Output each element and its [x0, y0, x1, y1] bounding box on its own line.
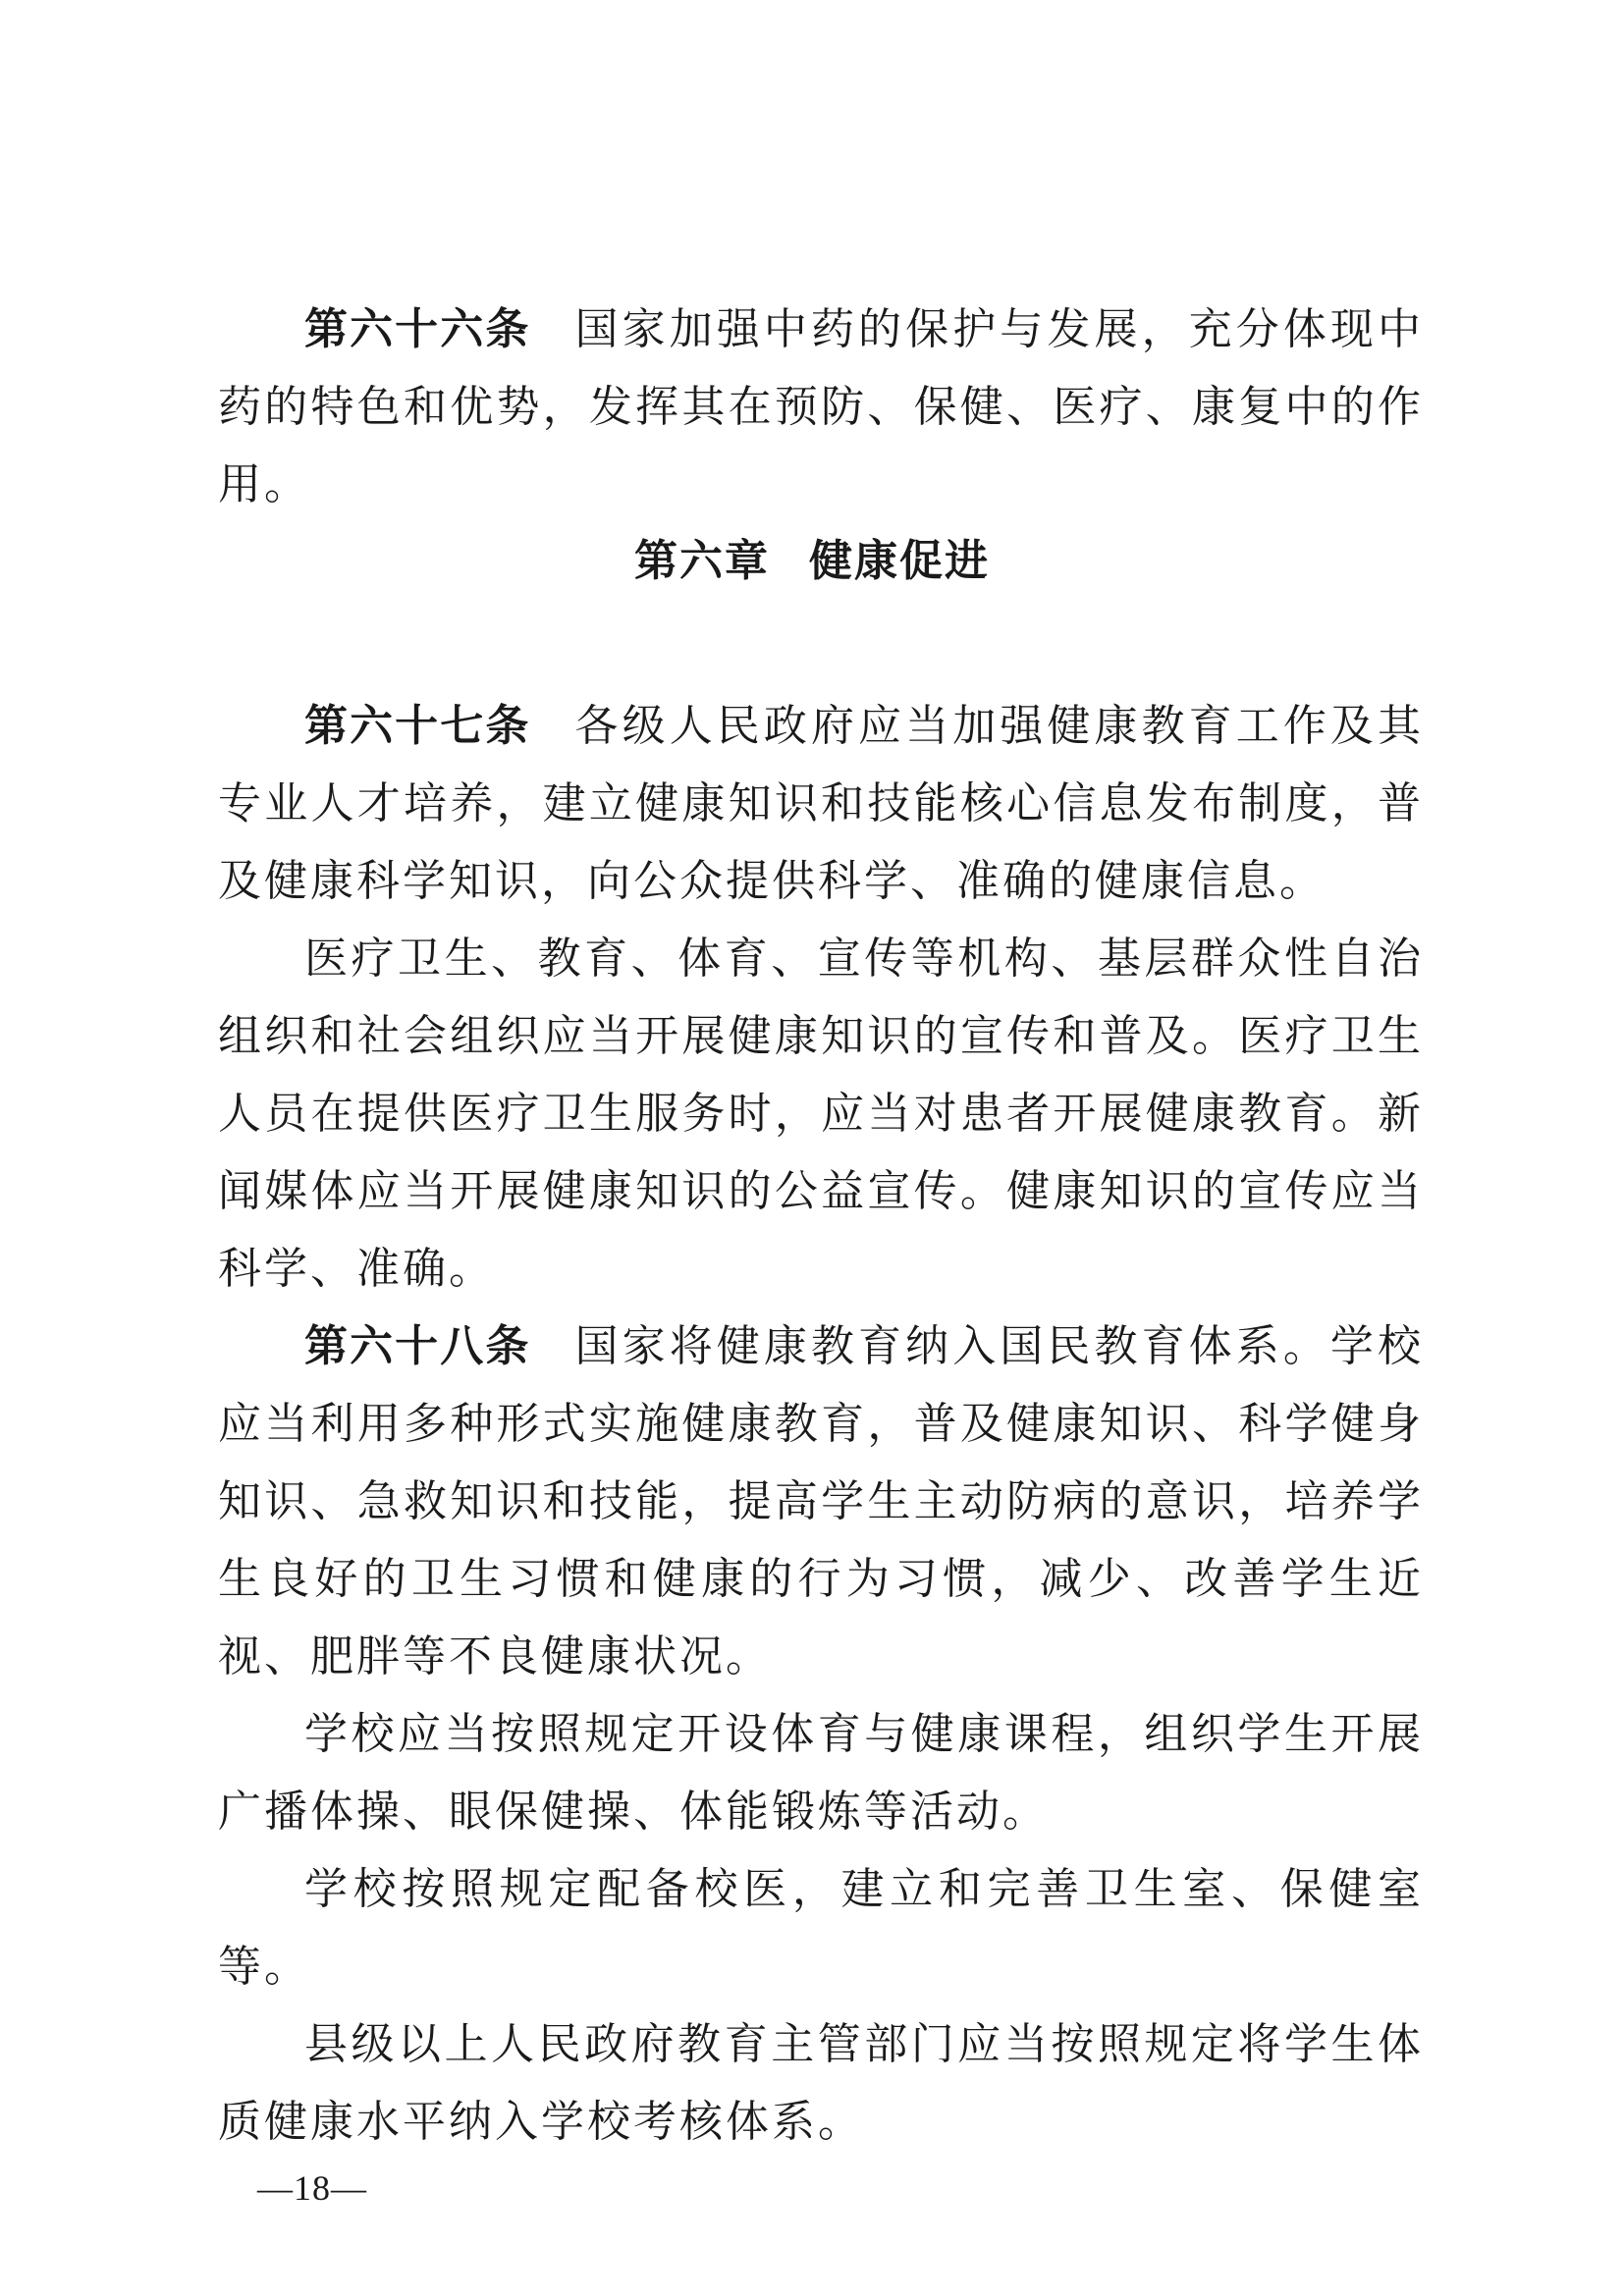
article-66-block: [218, 291, 1424, 523]
article-67-text: 各级人民政府应当加强健康教育工作及其专业人才培养，建立健康知识和技能核心信息发布制度，普及健康科学知识，向公众提供科学、准确的健康信息。: [218, 701, 1425, 906]
article-66-label: 第六十六条: [304, 304, 531, 354]
chapter-heading: [0, 525, 1624, 588]
article-66-text: 国家加强中药的保护与发展，充分体现中药的特色和优势，发挥其在预防、保健、医疗、康复中的作用。: [218, 304, 1425, 509]
article-68-label: 第六十八条: [304, 1321, 531, 1371]
article-66-paragraph: [218, 291, 1424, 523]
article-67-paragraph-2: 医疗卫生、教育、体育、宣传等机构、基层群众性自治组织和社会组织应当开展健康知识的宣传和普及。医疗卫生人员在提供医疗卫生服务时，应当对患者开展健康教育。新闻媒体应当开展健康知识的公益宣传。健康知识的宣传应当科学、准确。: [218, 934, 1424, 1294]
chapter-number: 第六章: [634, 536, 770, 586]
article-67-paragraph: [218, 687, 1424, 920]
chapter-title: 健康促进: [809, 536, 990, 586]
article-68-text: 国家将健康教育纳入国民教育体系。学校应当利用多种形式实施健康教育，普及健康知识、科学健身知识、急救知识和技能，提高学生主动防病的意识，培养学生良好的卫生习惯和健康的行为习惯，减少、改善学生近视、肥胖等不良健康状况。: [218, 1321, 1425, 1682]
page-number: —18—: [257, 2168, 367, 2208]
article-67-label: 第六十七条: [304, 701, 531, 751]
article-68-paragraph-2: 学校应当按照规定开设体育与健康课程，组织学生开展广播体操、眼保健操、体能锻炼等活动。: [218, 1709, 1424, 1837]
article-68-paragraph-4: 县级以上人民政府教育主管部门应当按照规定将学生体质健康水平纳入学校考核体系。: [218, 2019, 1424, 2147]
articles-67-68-block: [218, 687, 1424, 2161]
article-68-paragraph-3: 学校按照规定配备校医，建立和完善卫生室、保健室等。: [218, 1864, 1424, 1992]
article-68-paragraph: [218, 1308, 1424, 1695]
